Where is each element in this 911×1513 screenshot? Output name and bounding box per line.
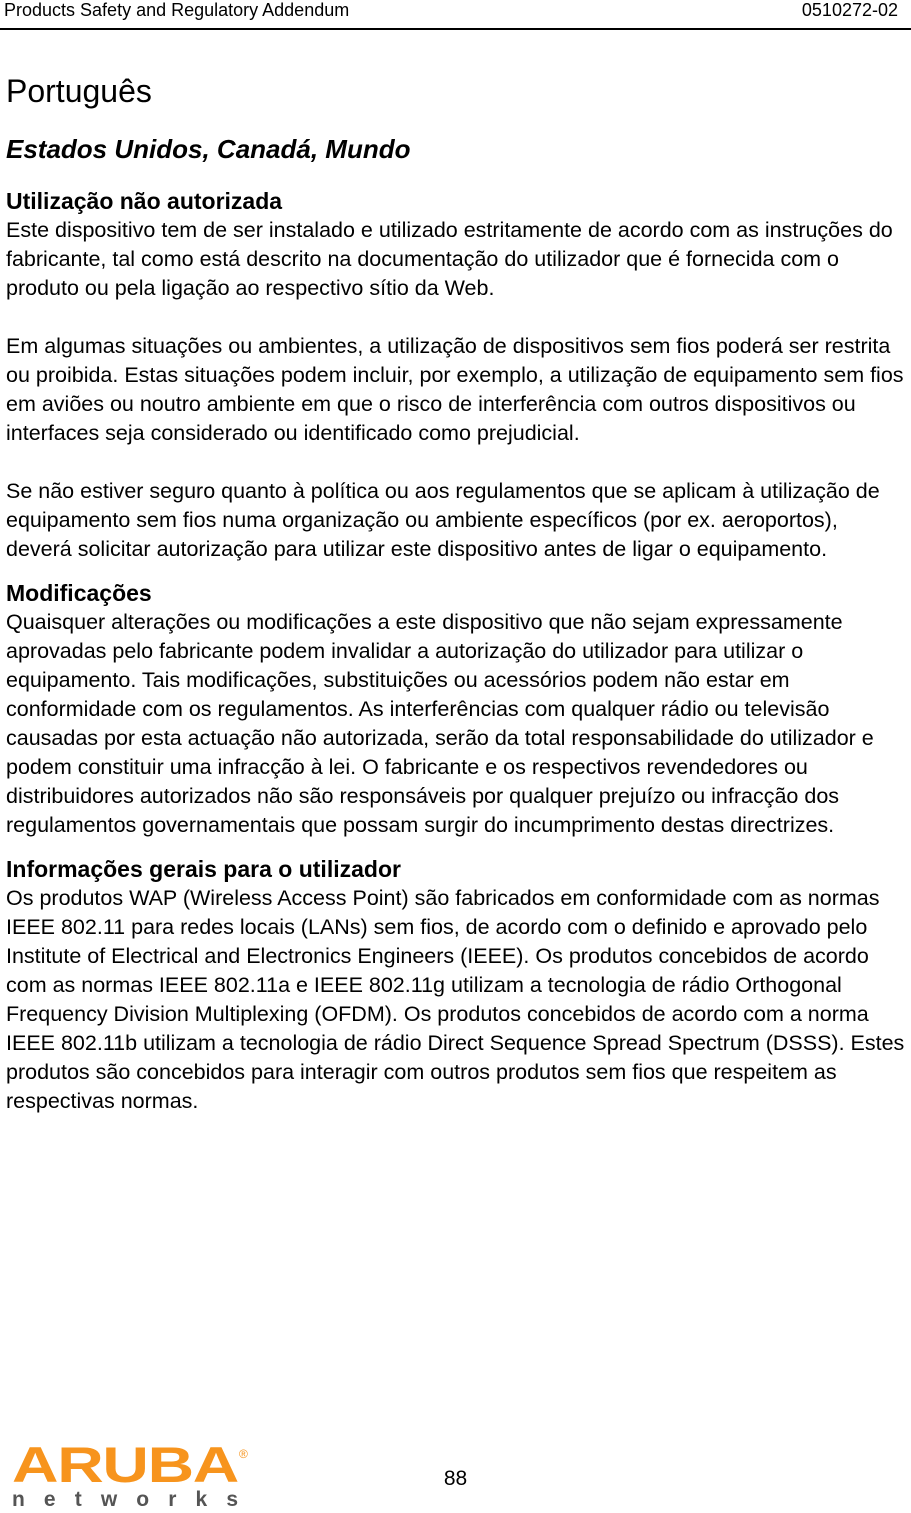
section-heading-modifications: Modificações — [6, 580, 152, 606]
paragraph: Em algumas situações ou ambientes, a utilização de dispositivos sem fios poderá ser restrita ou proibida. Estas situações podem incluir, por exemplo, a utilização de equipamento sem fios em aviões ou noutro ambiente em que o risco de interferência com outros dispositivos ou interfaces seja considerado ou identificado como prejudicial. — [6, 334, 904, 445]
logo-wordmark: ARUBA — [12, 1440, 238, 1493]
paragraph: Quaisquer alterações ou modificações a este dispositivo que não sejam expressamente aprovadas pelo fabricante podem invalidar a autorização do utilizador para utilizar o equipamento. Tais modificações, substituições ou acessórios podem não estar em conformidade com os regulamentos. As interferências com qualquer rádio ou televisão causadas por esta actuação não autorizada, serão da total responsabilidade do utilizador e podem constituir uma infracção à lei. O fabricante e os respectivos revendedores ou distribuidores autorizados não são responsáveis por qualquer prejuízo ou infracção dos regulamentos governamentais que possam surgir do incumprimento destas directrizes. — [6, 610, 874, 837]
page-header — [0, 0, 911, 30]
language-title: Português — [6, 73, 152, 109]
document-number: 0510272-02 — [801, 0, 898, 20]
section-heading-general-info: Informações gerais para o utilizador — [6, 856, 401, 882]
region-title: Estados Unidos, Canadá, Mundo — [6, 134, 411, 164]
document-title: Products Safety and Regulatory Addendum — [4, 0, 350, 20]
page-content — [6, 72, 906, 1116]
logo-registered-mark: ® — [239, 1447, 248, 1461]
paragraph: Se não estiver seguro quanto à política ou aos regulamentos que se aplicam à utilização de equipamento sem fios numa organização ou ambiente específicos (por ex. aeroportos), deverá solicitar autorização para utilizar este dispositivo antes de ligar o equipamento. — [6, 479, 880, 561]
paragraph: Os produtos WAP (Wireless Access Point) são fabricados em conformidade com as normas IEEE 802.11 para redes locais (LANs) sem fios, de acordo com o definido e aprovado pelo Institute of Electrical and Electronics Engineers (IEEE). Os produtos concebidos de acordo com as normas IEEE 802.11a e IEEE 802.11g utilizam a tecnologia de rádio Orthogonal Frequency Division Multiplexing (OFDM). Os produtos concebidos de acordo com a norma IEEE 802.11b utilizam a tecnologia de rádio Direct Sequence Spread Spectrum (DSSS). Estes produtos são concebidos para interagir com outros produtos sem fios que respeitem as respectivas normas. — [6, 886, 905, 1113]
page-number: 88 — [443, 1467, 468, 1490]
paragraph: Este dispositivo tem de ser instalado e utilizado estritamente de acordo com as instruções do fabricante, tal como está descrito na documentação do utilizador que é fornecida com o produto ou pela ligação ao respectivo sítio da Web. — [6, 218, 893, 300]
logo-subtext: networks — [12, 1488, 239, 1510]
section-heading-unauthorized: Utilização não autorizada — [6, 188, 283, 214]
